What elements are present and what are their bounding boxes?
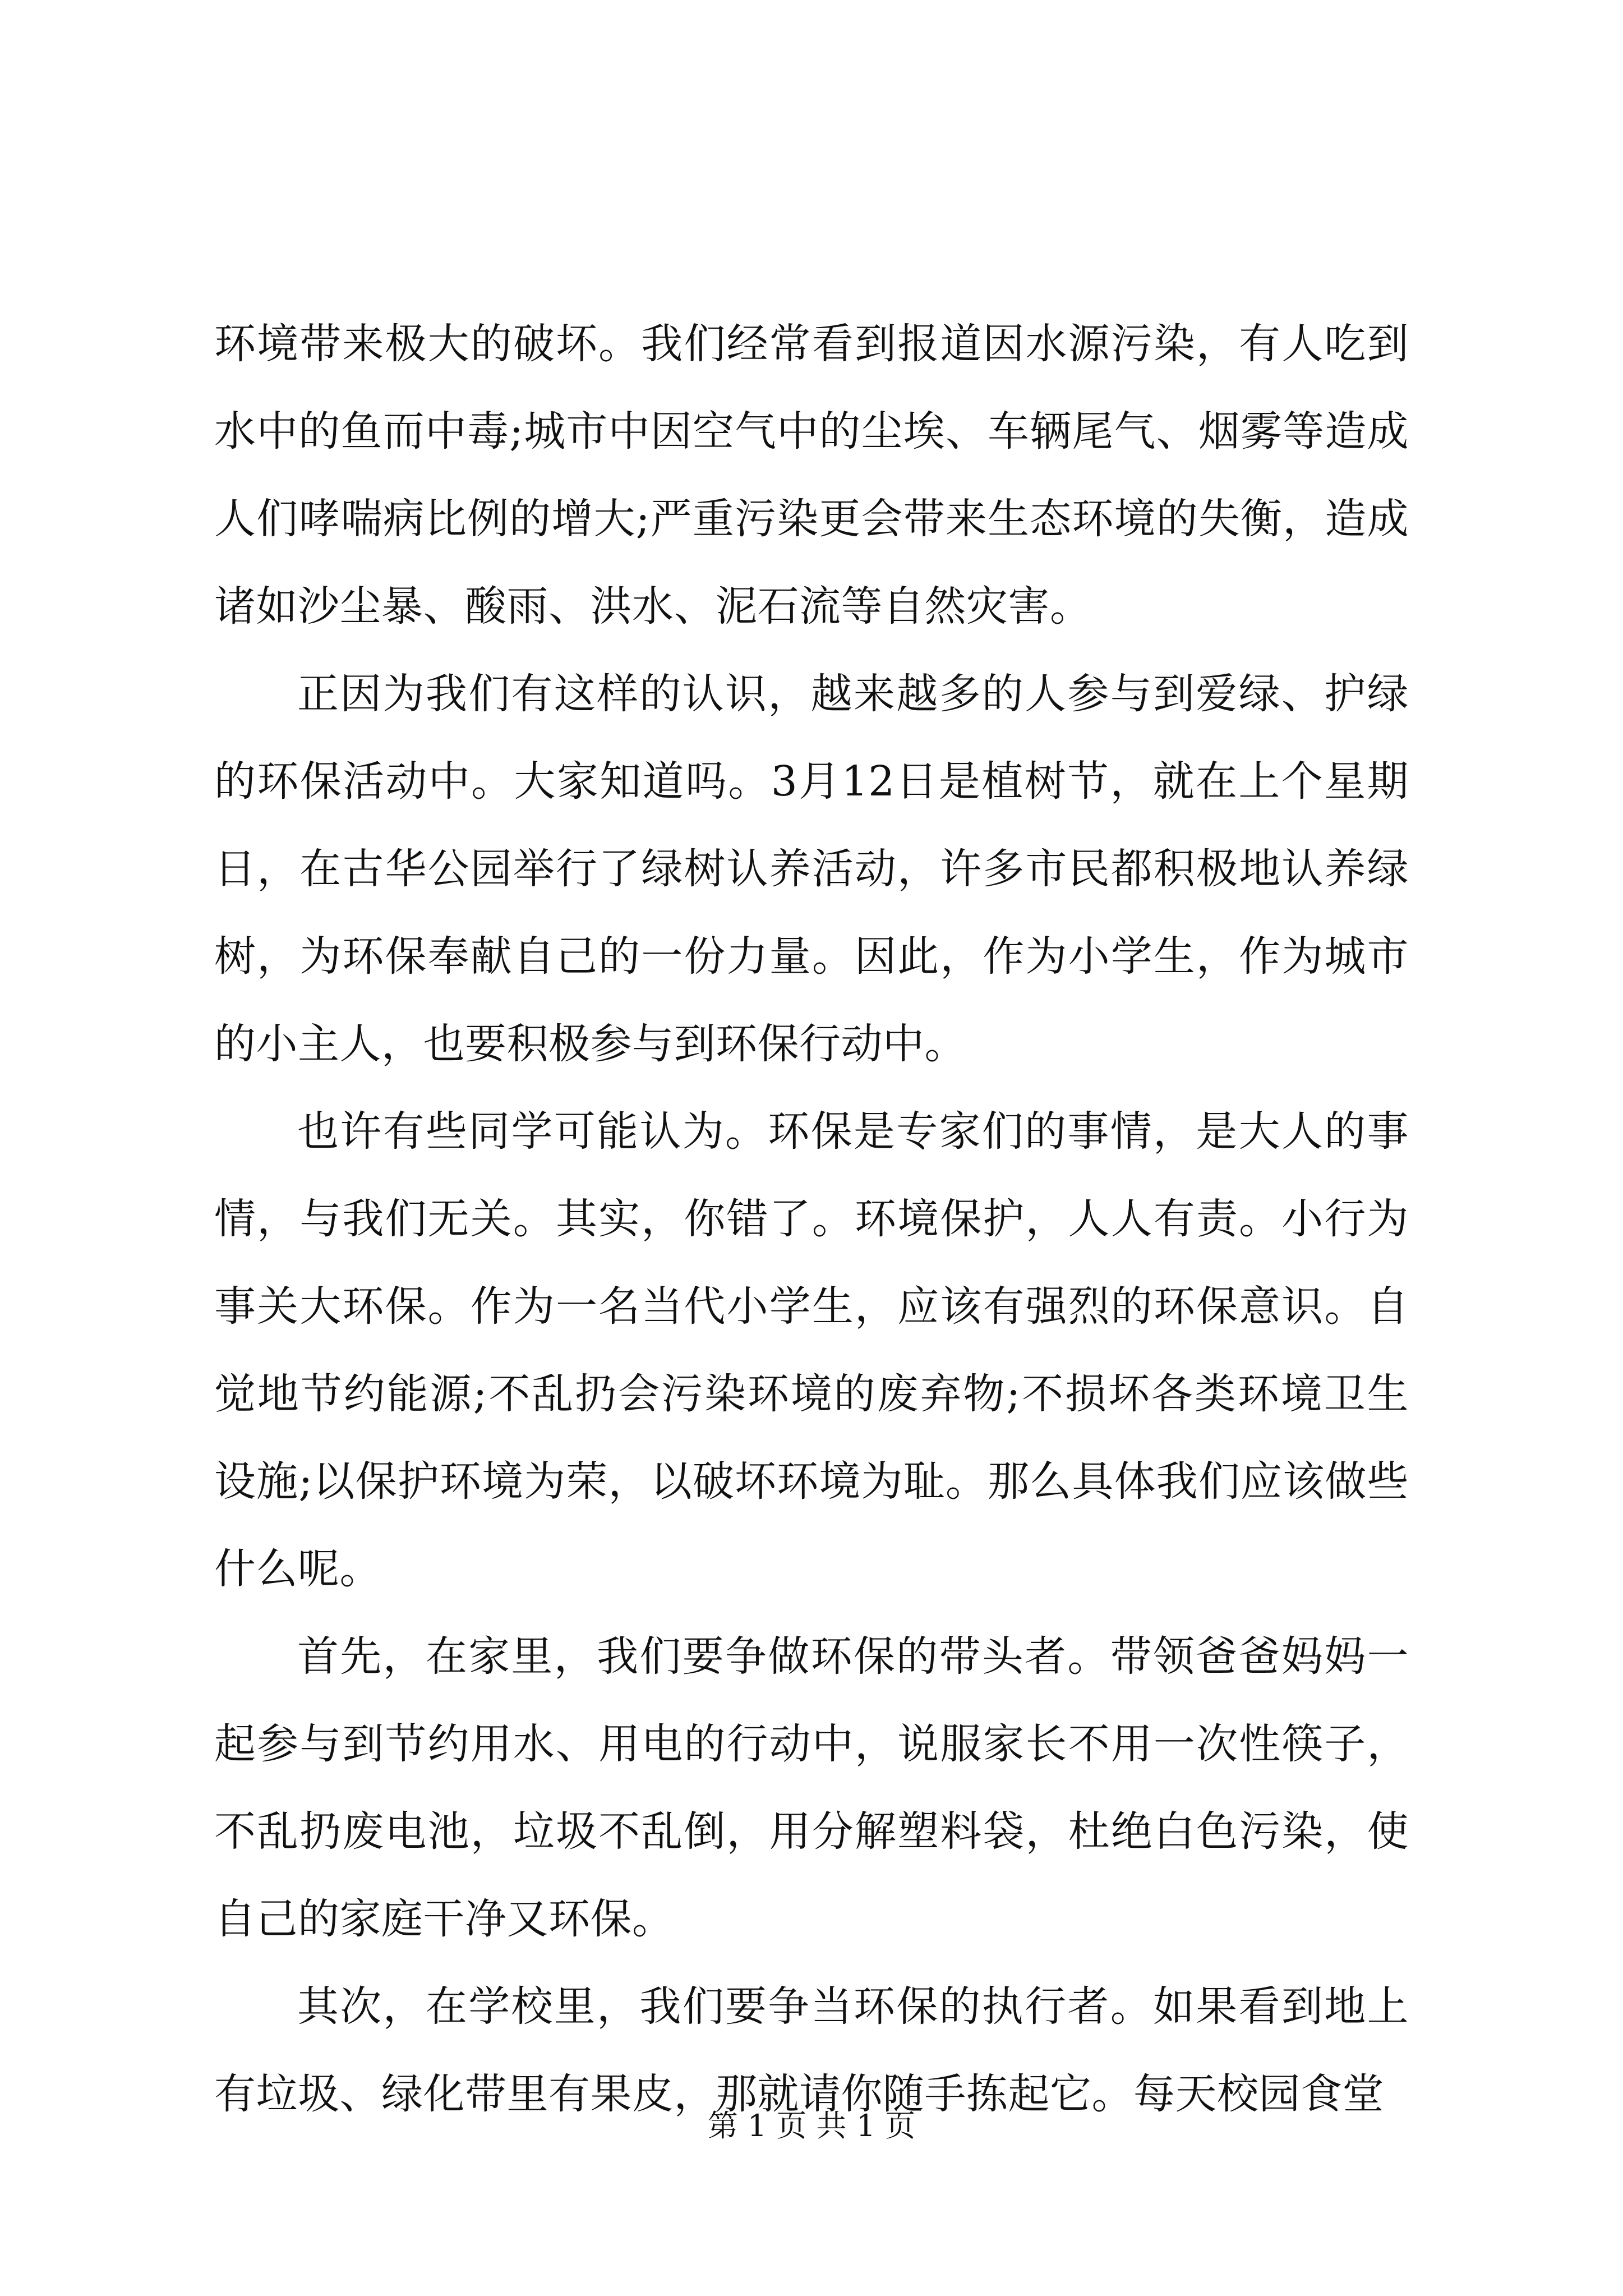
page-footer: 第 1 页 共 1 页 xyxy=(707,2108,916,2143)
paragraph-1: 环境带来极大的破坏。我们经常看到报道因水源污染，有人吃到水中的鱼而中毒;城市中因空气中的尘埃、车辆尾气、烟雾等造成人们哮喘病比例的增大;严重污染更会带来生态环境的失衡，造成诸如沙尘暴、酸雨、洪水、泥石流等自然灾害。 xyxy=(214,320,1409,631)
paragraph-3: 也许有些同学可能认为。环保是专家们的事情，是大人的事情，与我们无关。其实，你错了。环境保护，人人有责。小行为事关大环保。作为一名当代小学生，应该有强烈的环保意识。自觉地节约能源;不乱扔会污染环境的废弃物;不损坏各类环境卫生设施;以保护环境为荣，以破坏环境为耻。那么具体我们应该做些什么呢。 xyxy=(214,1107,1409,1593)
document-body xyxy=(214,300,1409,2138)
paragraph-2: 正因为我们有这样的认识，越来越多的人参与到爱绿、护绿的环保活动中。大家知道吗。3月12日是植树节，就在上个星期日，在古华公园举行了绿树认养活动，许多市民都积极地认养绿树，为环保奉献自己的一份力量。因此，作为小学生，作为城市的小主人，也要积极参与到环保行动中。 xyxy=(214,670,1409,1068)
paragraph-5: 其次，在学校里，我们要争当环保的执行者。如果看到地上有垃圾、绿化带里有果皮，那就请你随手拣起它。每天校园食堂 xyxy=(214,1982,1409,2118)
paragraph-4: 首先，在家里，我们要争做环保的带头者。带领爸爸妈妈一起参与到节约用水、用电的行动中，说服家长不用一次性筷子，不乱扔废电池，垃圾不乱倒，用分解塑料袋，杜绝白色污染，使自己的家庭干净又环保。 xyxy=(214,1632,1409,1943)
